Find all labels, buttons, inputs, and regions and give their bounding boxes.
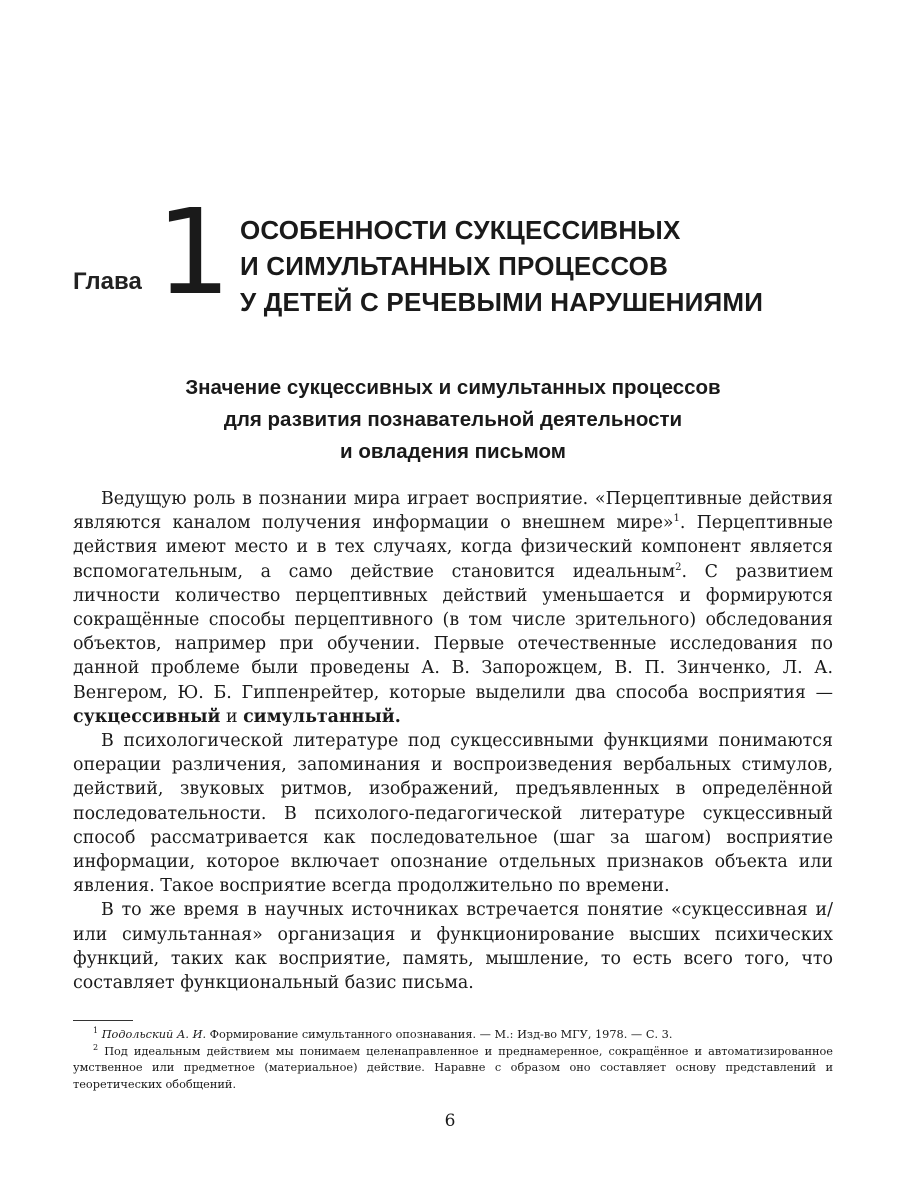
footnote-mark: 1: [93, 1026, 99, 1036]
section-title: [73, 372, 833, 468]
footnote-ref-1[interactable]: 1: [673, 513, 680, 525]
page-number: 6: [444, 1111, 456, 1131]
chapter-heading: [73, 183, 833, 335]
section-title-line: для развития познавательной деятельности: [223, 408, 683, 431]
chapter-title: [240, 212, 763, 320]
paragraph-3: В то же время в научных источниках встречается понятие «сукцессивная и/или симультанная» организация и функционирование высших психических функций, таких как восприятие, память, мышление, то есть всего того, что составляет функциональный базис письма.: [73, 900, 833, 994]
footnotes: [73, 1027, 833, 1093]
footnote-author: Подольский А. И.: [101, 1028, 207, 1041]
footnote-divider: [73, 1020, 133, 1021]
paragraph-1: [73, 487, 833, 729]
text-run: . С развитием личности количество перцептивных действий уменьшается и формируются сокращённые способы перцептивного (в том числе зрительного) обследования объектов, например при обучении. Первые отечественные исследования по данной проблеме были проведены А. В. Запорожцем, В. П. Зинченко, Л. А. Венгером, Ю. Б. Гиппенрейтер, которые выделили два способа восприятия —: [73, 561, 833, 703]
footnote-ref-2[interactable]: 2: [675, 561, 682, 573]
text-run: и: [220, 706, 244, 727]
chapter-title-line: ОСОБЕННОСТИ СУКЦЕССИВНЫХ: [240, 215, 681, 245]
paragraph-2: В психологической литературе под сукцессивными функциями понимаются операции различения, запоминания и воспроизведения вербальных стимулов, действий, звуковых ритмов, изображений, предъявленных в определённой последовательности. В психолого-педагогической литературе сукцессивный способ рассматривается как последовательное (шаг за шагом) восприятие информации, которое включает опознание отдельных признаков объекта или явления. Такое восприятие всегда продолжительно по времени.: [73, 731, 833, 897]
section-title-line: Значение сукцессивных и симультанных процессов: [185, 376, 721, 399]
section-title-line: и овладения письмом: [340, 440, 566, 463]
text-run: . Перцептивные действия имеют место и в тех случаях, когда физический компонент является вспомогательным, а само действие становится идеальным: [73, 513, 833, 582]
chapter-label: Глава: [73, 268, 142, 295]
chapter-title-line: И СИМУЛЬТАННЫХ ПРОЦЕССОВ: [240, 251, 669, 281]
bold-term: сукцессивный: [73, 706, 221, 727]
body-text: [73, 487, 833, 995]
chapter-number: 1: [156, 183, 232, 321]
chapter-title-line: У ДЕТЕЙ С РЕЧЕВЫМИ НАРУШЕНИЯМИ: [240, 287, 764, 317]
footnote-text: Формирование симультанного опознавания. — М.: Изд-во МГУ, 1978. — С. 3.: [206, 1028, 673, 1041]
bold-term: симультанный.: [243, 706, 401, 727]
footnote-mark: 2: [93, 1042, 99, 1052]
footnote-2: [73, 1044, 833, 1094]
footnote-1: [73, 1027, 833, 1044]
text-run: Ведущую роль в познании мира играет восприятие. «Перцептивные действия являются каналом получения информации о внешнем мире»: [73, 489, 833, 534]
footnote-text: Под идеальным действием мы понимаем целенаправленное и преднамеренное, сокращённое и автоматизированное умственное или предметное (материальное) действие. Наравне с образом оно составляет основу представлений и теоретических обобщений.: [73, 1044, 833, 1091]
